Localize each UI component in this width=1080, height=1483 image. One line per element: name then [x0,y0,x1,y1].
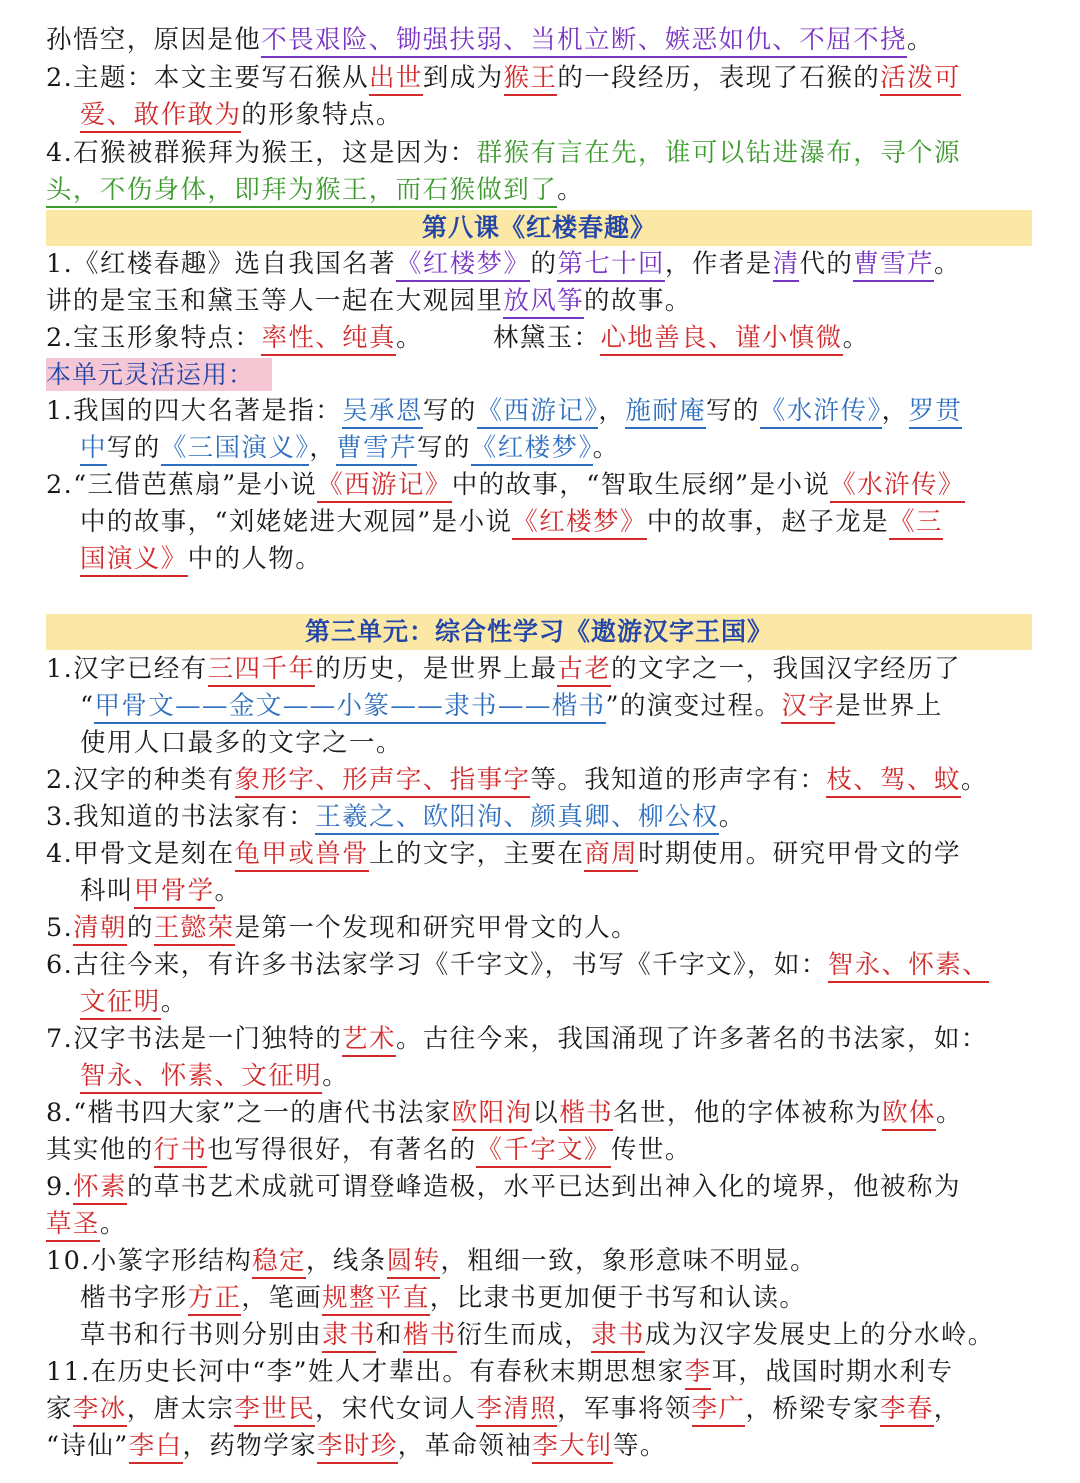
plain-text: 家 [46,1394,73,1424]
answer-text: 曹雪芹 [336,433,417,466]
answer-text: 李广 [692,1394,746,1427]
plain-text: 。 [99,1209,127,1239]
plain-text: 成为汉字发展史上的分水岭。 [644,1320,995,1350]
plain-text: 代的 [799,249,854,279]
plain-text: ，粗细一致，象形意味不明显。 [440,1246,818,1276]
plain-text: 名世，他的字体被称为 [613,1098,883,1128]
text-line [46,651,1034,688]
plain-text: 耳，战国时期水利专 [711,1357,954,1387]
plain-text: ，革命领袖 [397,1431,533,1461]
answer-text: 商周 [584,839,638,872]
plain-text: 衍生而成， [456,1320,592,1350]
plain-text: 的文字之一，我国汉字经历了 [611,654,961,684]
answer-text: 施耐庵 [625,396,706,429]
text-line [46,283,1034,320]
answer-text: 《红楼梦》 [471,433,593,466]
answer-text: 行书 [154,1135,208,1168]
plain-text: “诗仙” [46,1431,129,1461]
plain-text: 1.我国的四大名著是指： [46,396,343,426]
text-line [46,172,1034,209]
plain-text: 和 [375,1320,403,1350]
plain-text: 。 [906,25,934,55]
answer-text: 欧阳洵 [452,1098,533,1131]
plain-text: 2.汉字的种类有 [46,765,235,795]
plain-text: 4.甲骨文是刻在 [46,839,235,869]
plain-text: 写的 [416,433,471,463]
answer-text: 《三 [889,507,943,540]
plain-text: ，比隶书更加便于书写和认读。 [429,1283,807,1313]
plain-text: 4.石猴被群猴拜为猴王，这是因为： [46,138,477,168]
plain-text: 5. [46,913,74,943]
answer-text: 放风筝 [503,286,584,319]
answer-text: 甲骨学 [134,876,215,909]
text-line [46,910,1034,947]
answer-text: 楷书 [559,1098,613,1131]
plain-text: 7.汉字书法是一门独特的 [46,1024,343,1054]
text-line [46,1095,1034,1132]
plain-text: 科叫 [80,876,134,906]
plain-text: 1.《红楼春趣》选自我国名著 [46,249,396,279]
plain-text: 传世。 [610,1135,692,1165]
text-line [46,22,1034,59]
plain-text: 中的人物。 [187,544,323,574]
text-line [80,873,1034,910]
plain-text: 时期使用。研究甲骨文的学 [638,839,961,869]
plain-text: 。 [160,987,188,1017]
answer-text: 古老 [557,654,611,687]
plain-text: 2.“三借芭蕉扇”是小说 [46,470,318,500]
answer-text: 猴王 [504,63,558,96]
answer-text: 王懿荣 [154,913,235,946]
answer-text: 李大钊 [532,1431,613,1464]
answer-text: 方正 [188,1283,242,1316]
answer-text: 王羲之、欧阳洵、颜真卿、柳公权 [315,802,719,835]
plain-text: 3.我知道的书法家有： [46,802,316,832]
text-line [46,1243,1034,1280]
plain-text: 讲的是宝玉和黛玉等人一起在大观园里 [46,286,504,316]
text-line [46,246,1034,283]
answer-text: 《水浒传》 [830,470,965,503]
answer-text: 李世民 [234,1394,315,1427]
plain-text: 等。 [612,1431,667,1461]
section-heading: 第三单元：综合性学习《遨游汉字王国》 [46,614,1032,650]
plain-text: ，药物学家 [182,1431,318,1461]
answer-text: 国演义》 [80,544,188,577]
answer-text: 智永、怀素、 [828,950,989,983]
plain-text: 到成为 [422,63,504,93]
text-line [46,836,1034,873]
plain-text: 。 [934,249,961,279]
answer-text: 李春 [880,1394,934,1427]
text-line [80,1058,1034,1095]
plain-text: 。 [395,323,423,353]
plain-text: 的 [530,249,558,279]
answer-text: 李白 [129,1431,183,1464]
plain-text: 的历史，是世界上最 [315,654,558,684]
section-heading: 第八课《红楼春趣》 [46,210,1032,246]
answer-text: 曹雪芹 [853,249,934,282]
answer-text: 艺术 [342,1024,396,1057]
plain-text: ”的演变过程。 [605,691,782,721]
answer-text: 文征明 [80,987,161,1020]
plain-text: 写的 [706,396,760,426]
plain-text: 是第一个发现和研究甲骨文的人。 [234,913,639,943]
plain-text: 的形象特点。 [241,100,403,130]
plain-text: 也写得很好，有著名的 [207,1135,477,1165]
answer-text: 《水浒传》 [760,396,882,429]
plain-text: 的故事。 [584,286,692,316]
answer-text: 《红楼梦》 [396,249,531,282]
answer-text: 欧体 [882,1098,936,1131]
plain-text: ， [933,1394,961,1424]
text-line [46,1354,1034,1391]
answer-text: 楷书 [403,1320,457,1353]
plain-text: 。 [322,1061,350,1091]
plain-text: 写的 [422,396,477,426]
answer-text: 第七十回 [557,249,665,282]
plain-text: 是世界上 [835,691,943,721]
plain-text: 的一段经历，表现了石猴的 [557,63,881,93]
answer-text: 率性、纯真 [261,323,396,356]
plain-text: ，宋代女词人 [315,1394,477,1424]
answer-text: 爱、敢作敢为 [80,100,241,133]
text-line [80,1280,1034,1317]
plain-text: 。古往今来，我国涌现了许多著名的书法家，如： [395,1024,988,1054]
plain-text: ，军事将领 [557,1394,692,1424]
answer-text: 中 [80,433,107,466]
plain-text: 的 [126,913,154,943]
plain-text: 楷书字形 [80,1283,188,1313]
answer-text: 李清照 [476,1394,557,1427]
plain-text: 10.小篆字形结构 [46,1246,253,1276]
answer-text: 汉字 [781,691,835,724]
text-line [46,947,1034,984]
plain-text: “ [80,691,95,721]
plain-text: 。 [960,765,988,795]
plain-text: ，桥梁专家 [745,1394,880,1424]
answer-text: 稳定 [252,1246,306,1279]
answer-text: 罗贯 [909,396,963,429]
plain-text: 。 [842,323,870,353]
plain-text: ，唐太宗 [126,1394,235,1424]
text-line [46,799,1034,836]
plain-text: 上的文字，主要在 [369,839,585,869]
plain-text: ， [309,433,337,463]
answer-text: 李冰 [73,1394,127,1427]
plain-text: 的草书艺术成就可谓登峰造极，水平已达到出神入化的境界，他被称为 [126,1172,961,1202]
text-line [46,60,1034,97]
text-line [80,430,1034,467]
plain-text: 等。我知道的形声字有： [530,765,827,795]
plain-text: 其实他的 [46,1135,154,1165]
text-line [80,725,1034,762]
answer-text: 《红楼梦》 [512,507,647,540]
answer-text: 群猴有言在先，谁可以钻进瀑布，寻个源 [476,138,961,168]
plain-text: ， [881,396,909,426]
answer-text: 智永、怀素、文征明 [80,1061,322,1094]
plain-text: 。 [214,876,242,906]
plain-text: ，线条 [305,1246,387,1276]
plain-text: 8.“楷书四大家”之一的唐代书法家 [46,1098,452,1128]
answer-text: 枝、驾、蚊 [826,765,961,798]
text-line [46,1391,1034,1428]
text-line [46,393,1034,430]
plain-text: 6.古往今来，有许多书法家学习《千字文》，书写《千字文》，如： [46,950,828,980]
answer-text: 象形字、形声字、指事字 [235,765,531,798]
plain-text: 写的 [106,433,161,463]
answer-text: 头，不伤身体，即拜为猴王，而石猴做到了 [46,175,557,208]
answer-text: 怀素 [73,1172,127,1205]
answer-text: 《西游记》 [317,470,452,503]
answer-text: 活泼可 [880,63,961,96]
answer-text: 《千字文》 [476,1135,611,1168]
plain-text: 。 [718,802,746,832]
answer-text: 出世 [369,63,423,96]
answer-text: 李时珍 [317,1431,398,1464]
plain-text: 2.主题：本文主要写石猴从 [46,63,370,93]
text-line [80,1317,1034,1354]
plain-text: 2.宝玉形象特点： [46,323,262,353]
answer-text: 隶书 [591,1320,645,1353]
text-line [80,688,1034,725]
text-line [80,984,1034,1021]
text-line [46,1169,1034,1206]
answer-text: 三四千年 [208,654,316,687]
answer-text: 圆转 [387,1246,441,1279]
plain-text: ， [598,396,626,426]
plain-text: ，作者是 [664,249,773,279]
answer-text: 隶书 [322,1320,376,1353]
plain-text: 草书和行书则分别由 [80,1320,323,1350]
answer-text: 草圣 [46,1209,100,1242]
plain-text: 中的故事，“刘姥姥进大观园”是小说 [80,507,513,537]
plain-text: 以 [532,1098,560,1128]
plain-text: 。 [935,1098,963,1128]
plain-text: 林黛玉： [492,323,601,353]
text-line [80,504,1034,541]
answer-text: 吴承恩 [342,396,423,429]
text-line [80,541,1034,578]
text-line [46,1206,1034,1243]
answer-text: 《西游记》 [477,396,599,429]
answer-text: 不畏艰险、锄强扶弱、当机立断、嫉恶如仇、不屈不挠 [261,25,907,58]
text-line [46,467,1034,504]
text-line [46,135,1034,172]
subsection-label: 本单元灵活运用： [46,358,272,391]
text-line [46,762,1034,799]
text-line [46,1021,1034,1058]
plain-text: 11.在历史长河中“李”姓人才辈出。有春秋末期思想家 [46,1357,685,1387]
plain-text: 1.汉字已经有 [46,654,208,684]
text-line [46,320,1034,357]
answer-text: 李 [685,1357,712,1390]
answer-text: 清 [773,249,800,282]
answer-text: 心地善良、谨小慎微 [600,323,842,356]
plain-text: 使用人口最多的文字之一。 [80,728,403,758]
text-line [46,1132,1034,1169]
text-line [46,1428,1034,1465]
plain-text: 。 [592,433,620,463]
plain-text: 9. [46,1172,74,1202]
plain-text: 孙悟空，原因是他 [46,25,262,55]
plain-text: 中的故事，“智取生辰纲”是小说 [451,470,831,500]
plain-text: ，笔画 [241,1283,323,1313]
answer-text: 甲骨文——金文——小篆——隶书——楷书 [94,691,605,724]
answer-text: 规整平直 [322,1283,430,1316]
plain-text: 中的故事，赵子龙是 [646,507,889,537]
text-line [80,97,1034,134]
plain-text: 。 [557,175,585,205]
answer-text: 清朝 [73,913,127,946]
answer-text: 龟甲或兽骨 [235,839,370,872]
answer-text: 《三国演义》 [161,433,310,466]
